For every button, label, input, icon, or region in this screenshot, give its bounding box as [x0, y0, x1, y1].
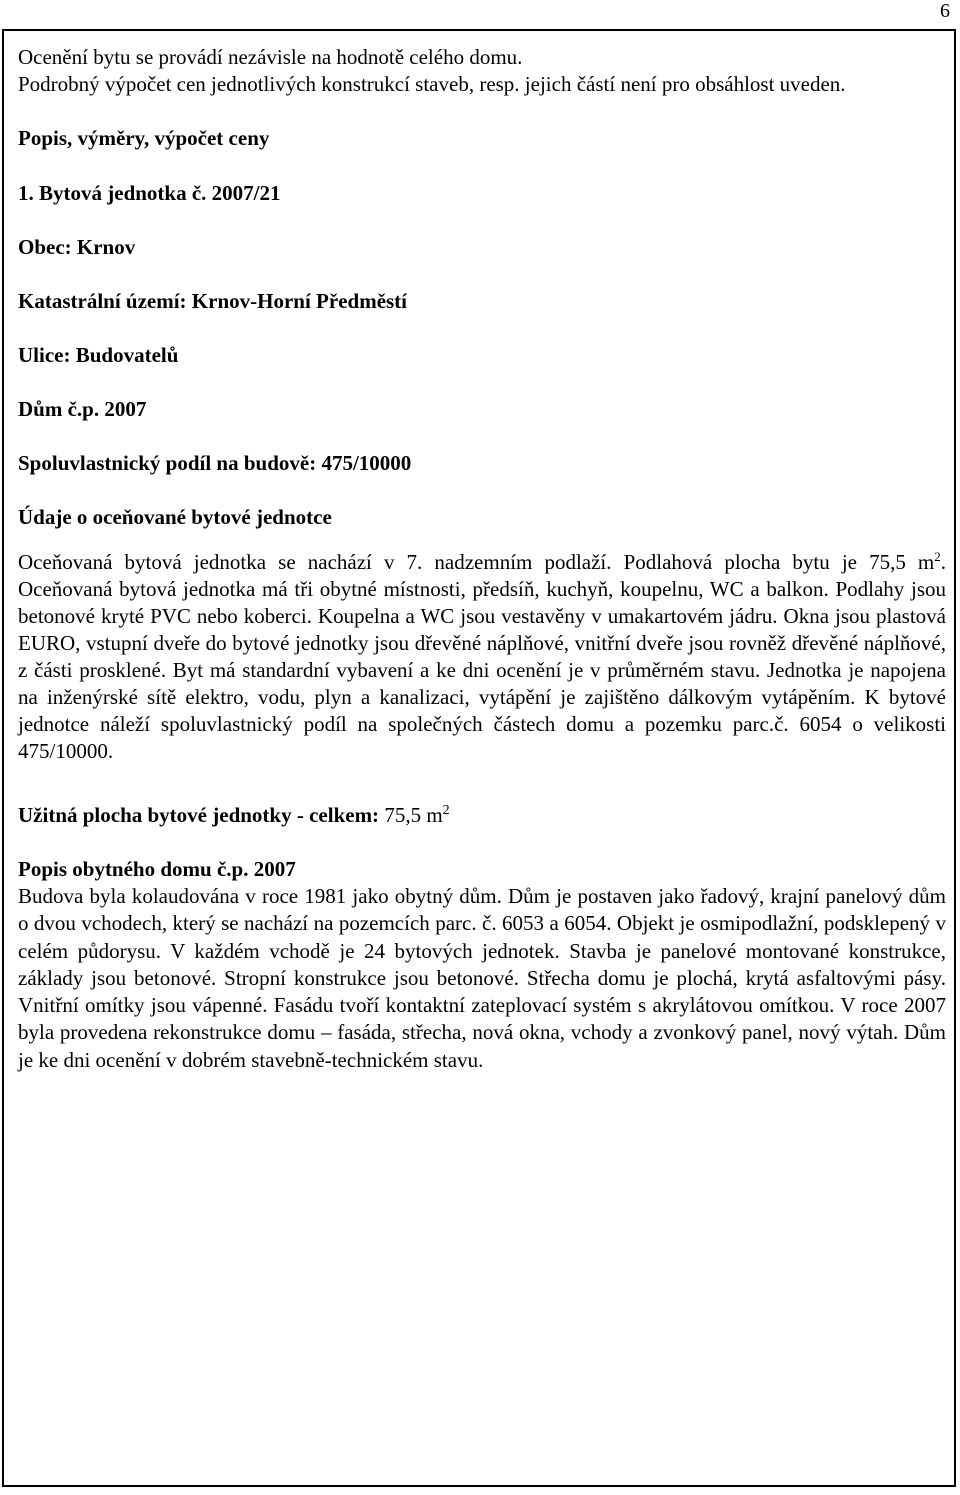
page-number: 6 — [940, 0, 950, 22]
oceneni-sup: 2 — [934, 549, 941, 564]
unit-title: 1. Bytová jednotka č. 2007/21 — [18, 181, 281, 205]
total-area-label: Užitná plocha bytové jednotky - celkem: — [18, 803, 380, 827]
total-area-line — [18, 796, 946, 830]
document-content — [18, 44, 946, 1074]
oceneni-text-1: Oceňovaná bytová jednotka se nachází v 7. nadzemním podlaží. Podlahová plocha bytu je 75,5 m — [18, 550, 935, 574]
unit-details — [18, 234, 946, 477]
dum-line: Dům č.p. 2007 — [18, 397, 147, 421]
total-area-sup: 2 — [442, 803, 450, 818]
intro-paragraph — [18, 44, 946, 98]
ulice-line: Ulice: Budovatelů — [18, 343, 179, 367]
podil-line: Spoluvlastnický podíl na budově: 475/10000 — [18, 451, 412, 475]
oceneni-title: Údaje o oceňované bytové jednotce — [18, 505, 332, 529]
katastr-line: Katastrální území: Krnov-Horní Předměstí — [18, 289, 408, 313]
total-area-value: 75,5 m — [384, 803, 443, 827]
intro-line-2: Podrobný výpočet cen jednotlivých konstrukcí staveb, resp. jejich částí není pro obsáhlost uveden. — [18, 72, 846, 96]
obec-line: Obec: Krnov — [18, 235, 136, 259]
oceneni-text-2: . Oceňovaná bytová jednotka má tři obytné místnosti, předsíň, kuchyň, koupelnu, WC a balkon. Podlahy jsou betonové kryté PVC nebo koberci. Koupelna a WC jsou vestavěny v umakartovém jádru. Okna jsou plastová EURO, vstupní dveře do bytové jednotky jsou dřevěné náplňové, vnitřní dveře jsou rovněž dřevěné náplňové, z části prosklené. Byt má standardní vybavení a ke dni ocenění je v průměrném stavu. Jednotka je napojena na inženýrské sítě elektro, vodu, plyn a kanalizaci, vytápění je zajištěno dálkovým vytápěním. K bytové jednotce náleží spoluvlastnický podíl na společných částech domu a pozemku parc.č. 6054 o velikosti 475/10000. — [18, 550, 946, 763]
house-title: Popis obytného domu č.p. 2007 — [18, 857, 296, 881]
oceneni-paragraph — [18, 543, 946, 765]
section-title: Popis, výměry, výpočet ceny — [18, 126, 270, 150]
intro-line-1: Ocenění bytu se provádí nezávisle na hodnotě celého domu. — [18, 45, 523, 69]
house-description: Budova byla kolaudována v roce 1981 jako obytný dům. Dům je postaven jako řadový, krajní panelový dům o dvou vchodech, který se nachází na pozemcích parc. č. 6053 a 6054. Objekt je osmipodlažní, podsklepený v celém půdorysu. V každém vchodě je 24 bytových jednotek. Stavba je panelové montované konstrukce, základy jsou betonové. Stropní konstrukce jsou betonové. Střecha domu je plochá, krytá asfaltovými pásy. Vnitřní omítky jsou vápenné. Fasádu tvoří kontaktní zateplovací systém s akrylátovou omítkou. V roce 2007 byla provedena rekonstrukce domu – fasáda, střecha, nová okna, vchody a zvonkový panel, nový výtah. Dům je ke dni ocenění v dobrém stavebně-technickém stavu. — [18, 884, 946, 1072]
